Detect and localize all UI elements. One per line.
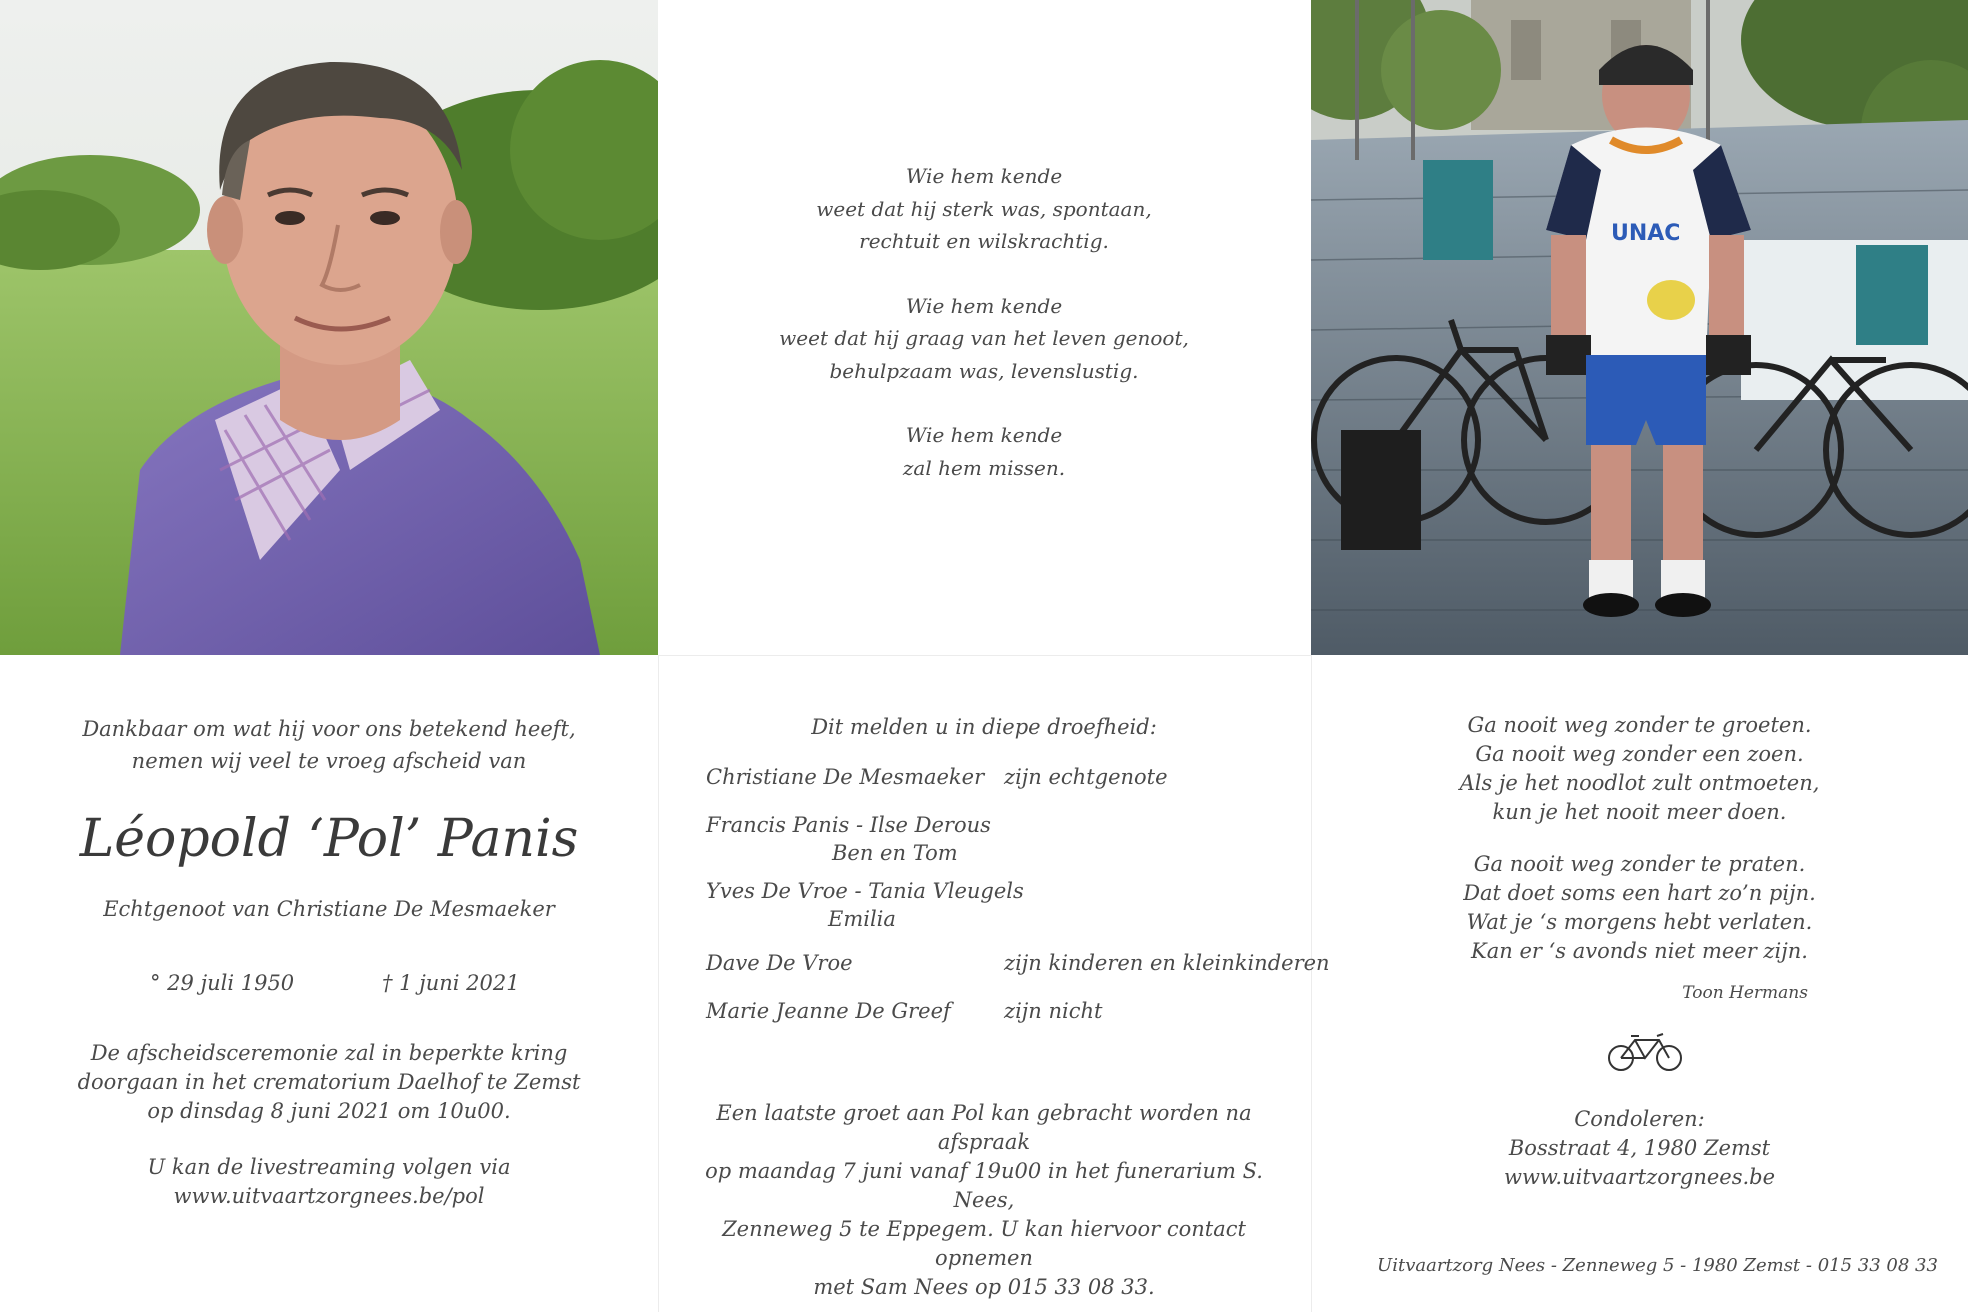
cyclist-illustration	[1311, 0, 1968, 655]
condolences-website[interactable]: www.uitvaartzorgnees.be	[1503, 1165, 1776, 1189]
quote-author: Toon Hermans	[1682, 983, 1808, 1003]
livestream-link[interactable]: www.uitvaartzorgnees.be/pol	[173, 1184, 485, 1208]
family-name: Yves De Vroe - Tania Vleugels	[706, 879, 1024, 903]
funeral-home-footer: Uitvaartzorg Nees - Zenneweg 5 - 1980 Zemst - 015 33 08 33	[1377, 1255, 1938, 1276]
poem-line: zal hem missen.	[902, 455, 1066, 480]
deceased-name: Léopold ‘Pol’ Panis	[79, 809, 579, 869]
ceremony-line: De afscheidsceremonie zal in beperkte kring	[90, 1041, 568, 1065]
family-relation: zijn echtgenote	[1004, 765, 1168, 789]
quote	[1311, 711, 1968, 989]
condolences-title: Condoleren:	[1574, 1107, 1705, 1131]
intro-line: nemen wij veel te vroeg afscheid van	[131, 749, 527, 773]
poem-line: weet dat hij graag van het leven genoot,	[779, 326, 1189, 350]
poem-stanza	[658, 160, 1310, 258]
livestream-text	[40, 1153, 618, 1211]
family-title: Dit melden u in diepe droefheid:	[811, 715, 1157, 739]
farewell-line: op maandag 7 juni vanaf 19u00 in het funerarium S. Nees,	[705, 1159, 1263, 1212]
poem-line: behulpzaam was, levenslustig.	[829, 358, 1139, 383]
quote-line: kun je het nooit meer doen.	[1492, 800, 1787, 824]
poem-stanza	[658, 419, 1310, 484]
poem	[658, 160, 1310, 516]
poem-stanza	[658, 290, 1310, 388]
quote-section	[1311, 655, 1968, 1312]
family-relation: zijn kinderen en kleinkinderen	[1004, 951, 1330, 975]
family-name: Marie Jeanne De Greef	[706, 999, 951, 1023]
farewell-line: Een laatste groet aan Pol kan gebracht worden na afspraak	[716, 1101, 1252, 1154]
family-sub: Emilia	[828, 907, 896, 931]
poem-line: rechtuit en wilskrachtig.	[859, 229, 1109, 253]
quote-line: Wat je ‘s morgens hebt verlaten.	[1466, 910, 1813, 934]
announcement	[0, 655, 658, 1312]
sign-guidelines	[1423, 160, 1493, 260]
death-date: † 1 juni 2021	[382, 971, 520, 995]
condolences-address: Bosstraat 4, 1980 Zemst	[1508, 1136, 1771, 1160]
jersey-text: UNAC	[1611, 221, 1681, 246]
poem-line: Wie hem kende	[905, 164, 1063, 188]
quote-line: Ga nooit weg zonder te praten.	[1473, 852, 1806, 876]
poem-line: Wie hem kende	[905, 423, 1063, 447]
family-name: Christiane De Mesmaeker	[706, 765, 985, 789]
birth-date: ° 29 juli 1950	[150, 971, 295, 995]
quote-line: Kan er ‘s avonds niet meer zijn.	[1471, 939, 1808, 963]
ceremony-line: op dinsdag 8 juni 2021 om 10u00.	[147, 1099, 511, 1123]
family-sub: Ben en Tom	[832, 841, 958, 865]
farewell-line: Zenneweg 5 te Eppegem. U kan hiervoor contact opnemen	[722, 1217, 1246, 1270]
farewell-line: met Sam Nees op 015 33 08 33.	[813, 1275, 1155, 1299]
livestream-line: U kan de livestreaming volgen via	[147, 1155, 511, 1179]
spouse-line: Echtgenoot van Christiane De Mesmaeker	[103, 897, 555, 921]
poem-line: weet dat hij sterk was, spontaan,	[816, 196, 1152, 221]
quote-line: Ga nooit weg zonder te groeten.	[1467, 713, 1812, 737]
condolences	[1311, 1105, 1968, 1192]
ceremony-text	[40, 1039, 618, 1126]
quote-line: Als je het noodlot zult ontmoeten,	[1459, 771, 1820, 795]
family-name: Francis Panis - Ilse Derous	[706, 813, 991, 837]
farewell-text	[678, 1099, 1290, 1302]
quote-line: Dat doet soms een hart zo’n pijn.	[1463, 881, 1816, 905]
cyclist-photo	[1311, 0, 1968, 655]
ceremony-line: doorgaan in het crematorium Daelhof te Zemst	[77, 1070, 581, 1094]
quote-stanza	[1311, 711, 1968, 827]
family-section	[658, 655, 1330, 1312]
poem-line: Wie hem kende	[905, 293, 1063, 318]
family-name: Dave De Vroe	[706, 951, 853, 975]
portrait-photo	[0, 0, 658, 655]
bicycle-icon	[1607, 1027, 1683, 1073]
portrait-illustration	[0, 0, 658, 655]
intro-line: Dankbaar om wat hij voor ons betekend heeft,	[82, 717, 576, 741]
quote-line: Ga nooit weg zonder een zoen.	[1475, 742, 1804, 766]
intro-text	[40, 713, 618, 777]
family-relation: zijn nicht	[1004, 999, 1103, 1023]
quote-stanza	[1311, 850, 1968, 966]
